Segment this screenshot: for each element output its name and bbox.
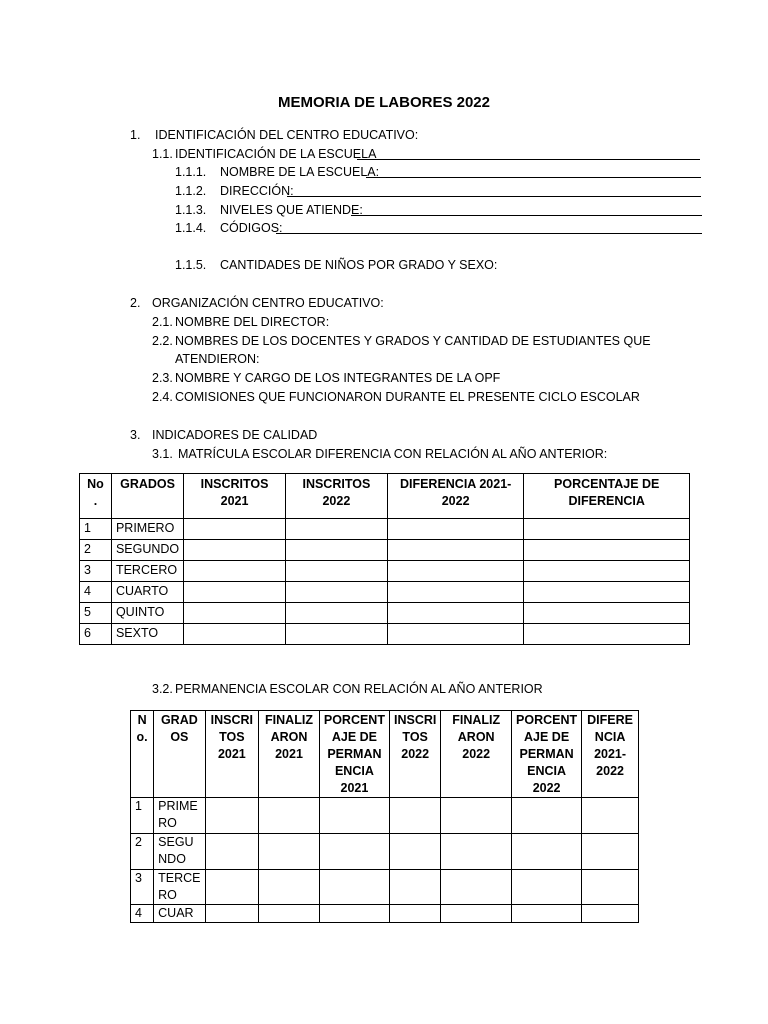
column-header: INSCRITOS 2021 bbox=[184, 474, 286, 519]
item-number: 2.3. bbox=[152, 371, 173, 385]
column-header: INSCRITOS 2022 bbox=[285, 474, 387, 519]
section-1-number: 1. bbox=[130, 128, 141, 142]
item-label: CÓDIGOS: bbox=[220, 221, 283, 235]
section-3-heading: INDICADORES DE CALIDAD bbox=[152, 428, 318, 442]
blank-line bbox=[287, 184, 701, 197]
column-header: N o. bbox=[131, 711, 154, 798]
item-number: 1.1.1. bbox=[175, 165, 207, 179]
item-number: 1.1.4. bbox=[175, 221, 207, 235]
item-label: NIVELES QUE ATIENDE: bbox=[220, 203, 363, 217]
column-header: GRAD OS bbox=[154, 711, 205, 798]
column-header: FINALIZ ARON 2021 bbox=[259, 711, 320, 798]
table-row: 5 QUINTO bbox=[80, 603, 690, 624]
section-2-number: 2. bbox=[130, 296, 141, 310]
table-row: 4 CUAR bbox=[131, 905, 639, 923]
item-label: NOMBRE Y CARGO DE LOS INTEGRANTES DE LA OPF bbox=[175, 371, 501, 385]
table-row: 3 TERCE RO bbox=[131, 870, 639, 905]
table-row: 2 SEGUNDO bbox=[80, 540, 690, 561]
column-header: DIFERE NCIA 2021- 2022 bbox=[582, 711, 639, 798]
item-label: NOMBRE DE LA ESCUELA: bbox=[220, 165, 380, 179]
table-row: 3 TERCERO bbox=[80, 561, 690, 582]
blank-line bbox=[357, 147, 700, 160]
table-row: 1 PRIME RO bbox=[131, 798, 639, 834]
item-label: NOMBRE DEL DIRECTOR: bbox=[175, 315, 330, 329]
item-number: 2.1. bbox=[152, 315, 173, 329]
table-row: 4 CUARTO bbox=[80, 582, 690, 603]
table-row: 6 SEXTO bbox=[80, 624, 690, 645]
page-title: MEMORIA DE LABORES 2022 bbox=[278, 94, 490, 111]
section-1-1-number: 1.1. bbox=[152, 147, 173, 161]
item-label-continued: ATENDIERON: bbox=[175, 352, 260, 366]
column-header: PORCENT AJE DE PERMAN ENCIA 2022 bbox=[512, 711, 582, 798]
section-3-2-number: 3.2. bbox=[152, 682, 173, 696]
column-header: No . bbox=[80, 474, 112, 519]
section-3-2-label: PERMANENCIA ESCOLAR CON RELACIÓN AL AÑO ANTERIOR bbox=[175, 682, 543, 696]
permanence-table bbox=[130, 710, 639, 923]
blank-line bbox=[276, 221, 702, 234]
column-header: PORCENT AJE DE PERMAN ENCIA 2021 bbox=[319, 711, 389, 798]
section-3-1-label: MATRÍCULA ESCOLAR DIFERENCIA CON RELACIÓN AL AÑO ANTERIOR: bbox=[178, 447, 608, 461]
section-3-number: 3. bbox=[130, 428, 141, 442]
item-label: DIRECCIÓN: bbox=[220, 184, 294, 198]
item-number: 2.2. bbox=[152, 334, 173, 348]
column-header: FINALIZ ARON 2022 bbox=[441, 711, 512, 798]
blank-line bbox=[351, 203, 702, 216]
item-number: 1.1.2. bbox=[175, 184, 207, 198]
table-row: 2 SEGU NDO bbox=[131, 834, 639, 870]
table-row: 1 PRIMERO bbox=[80, 519, 690, 540]
item-number: 2.4. bbox=[152, 390, 173, 404]
section-1-heading: IDENTIFICACIÓN DEL CENTRO EDUCATIVO: bbox=[155, 128, 419, 142]
blank-line bbox=[366, 165, 701, 178]
column-header: PORCENTAJE DE DIFERENCIA bbox=[524, 474, 690, 519]
column-header: DIFERENCIA 2021- 2022 bbox=[387, 474, 524, 519]
column-header: INSCRI TOS 2022 bbox=[389, 711, 440, 798]
section-1-1-label: IDENTIFICACIÓN DE LA ESCUELA bbox=[175, 147, 377, 161]
item-label: COMISIONES QUE FUNCIONARON DURANTE EL PRESENTE CICLO ESCOLAR bbox=[175, 390, 640, 404]
item-label: CANTIDADES DE NIÑOS POR GRADO Y SEXO: bbox=[220, 258, 498, 272]
section-3-1-number: 3.1. bbox=[152, 447, 173, 461]
column-header: GRADOS bbox=[111, 474, 183, 519]
enrollment-table bbox=[79, 473, 690, 645]
column-header: INSCRI TOS 2021 bbox=[205, 711, 259, 798]
item-label: NOMBRES DE LOS DOCENTES Y GRADOS Y CANTIDAD DE ESTUDIANTES QUE bbox=[175, 334, 651, 348]
item-number: 1.1.5. bbox=[175, 258, 207, 272]
section-2-heading: ORGANIZACIÓN CENTRO EDUCATIVO: bbox=[152, 296, 384, 310]
item-number: 1.1.3. bbox=[175, 203, 207, 217]
